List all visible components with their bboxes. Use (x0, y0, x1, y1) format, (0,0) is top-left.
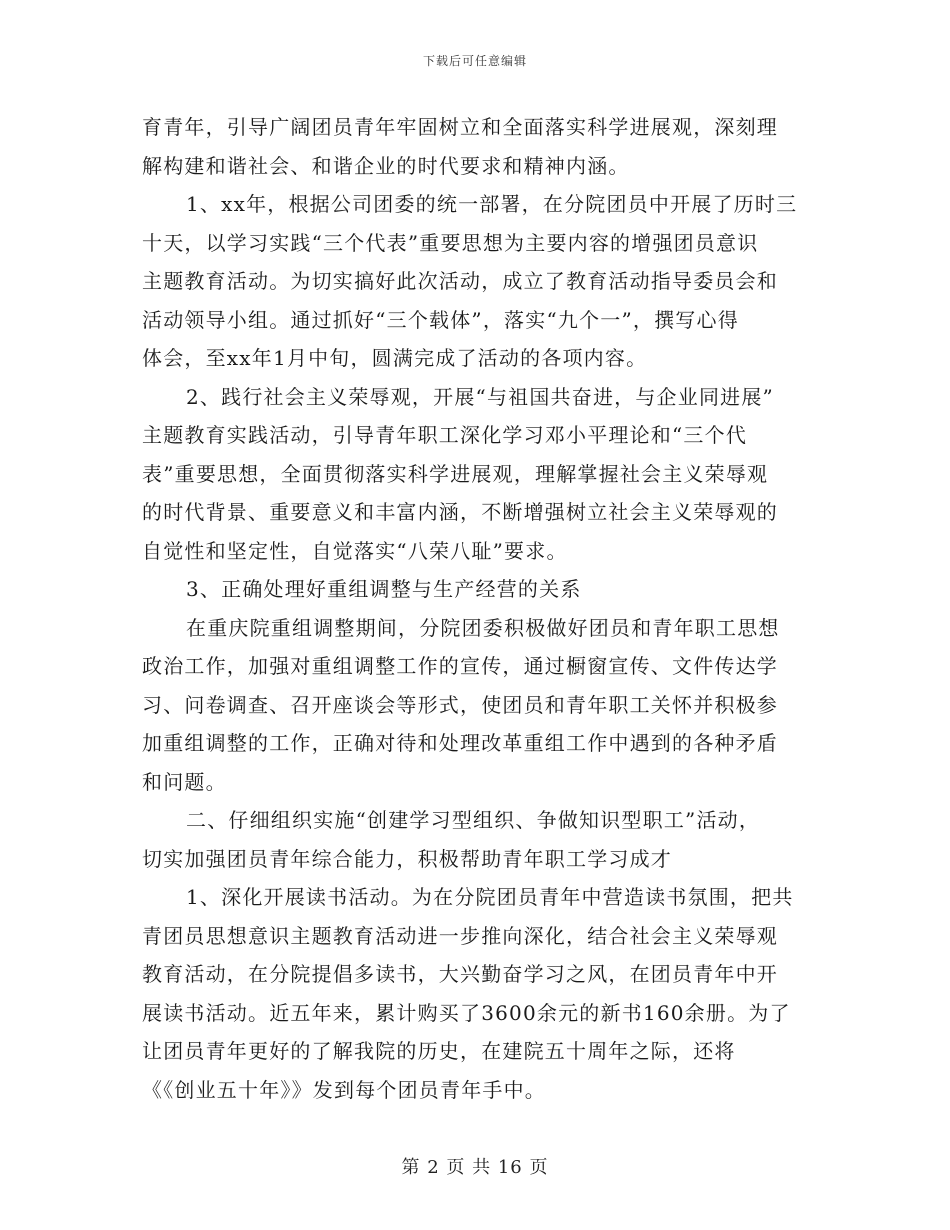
paragraph-line: 表”重要思想，全面贯彻落实科学进展观，理解掌握社会主义荣辱观 (142, 461, 769, 486)
section-heading: 二、仔细组织实施“创建学习型组织、争做知识型职工”活动， (186, 808, 761, 832)
paragraph-line: 活动领导小组。通过抓好“三个载体”，落实“九个一”，撰写心得 (142, 307, 739, 332)
paragraph-line: 十天，以学习实践“三个代表”重要思想为主要内容的增强团员意识 (142, 230, 759, 255)
document-body (142, 108, 812, 1109)
page-header: 下载后可任意编辑 (422, 54, 527, 68)
paragraph-line: 主题教育活动。为切实搞好此次活动，成立了教育活动指导委员会和 (142, 269, 778, 293)
paragraph-line: 2、践行社会主义荣辱观，开展“与祖国共奋进，与企业同进展” (186, 384, 774, 409)
page-number-footer: 第 2 页 共 16 页 (401, 1157, 549, 1178)
section-heading: 切实加强团员青年综合能力，积极帮助青年职工学习成才 (142, 846, 672, 871)
paragraph-line: 的时代背景、重要意义和丰富内涵，不断增强树立社会主义荣辱观的 (142, 500, 778, 524)
paragraph-line: 育青年，引导广阔团员青年牢固树立和全面落实科学进展观，深刻理 (142, 115, 778, 139)
paragraph-line: 习、问卷调查、召开座谈会等形式，使团员和青年职工关怀并积极参 (142, 692, 778, 717)
paragraph-line: 政治工作，加强对重组调整工作的宣传，通过橱窗宣传、文件传达学 (142, 654, 778, 678)
paragraph-line: 展读书活动。近五年来，累计购买了3600余元的新书160余册。为了 (142, 1000, 791, 1025)
paragraph-line: 青团员思想意识主题教育活动进一步推向深化，结合社会主义荣辱观 (142, 923, 778, 948)
paragraph-line: 主题教育实践活动，引导青年职工深化学习邓小平理论和“三个代 (142, 423, 748, 447)
paragraph-line: 体会，至xx年1月中旬，圆满完成了活动的各项内容。 (142, 346, 648, 370)
paragraph-line: 教育活动，在分院提倡多读书，大兴勤奋学习之风，在团员青年中开 (142, 962, 778, 986)
paragraph-line: 自觉性和坚定性，自觉落实“八荣八耻”要求。 (142, 538, 568, 563)
paragraph-line: 《《创业五十年》》发到每个团员青年手中。 (142, 1077, 546, 1102)
paragraph-line: 1、xx年，根据公司团委的统一部署，在分院团员中开展了历时三 (186, 192, 798, 216)
paragraph-line: 1、深化开展读书活动。为在分院团员青年中营造读书氛围，把共 (186, 885, 794, 909)
paragraph-line: 解构建和谐社会、和谐企业的时代要求和精神内涵。 (142, 153, 630, 178)
paragraph-line: 和问题。 (142, 769, 227, 794)
section-heading: 3、正确处理好重组调整与生产经营的关系 (186, 577, 582, 601)
paragraph-line: 让团员青年更好的了解我院的历史，在建院五十周年之际，还将 (142, 1039, 736, 1063)
paragraph-line: 在重庆院重组调整期间，分院团委积极做好团员和青年职工思想 (186, 615, 780, 640)
paragraph-line: 加重组调整的工作，正确对待和处理改革重组工作中遇到的各种矛盾 (142, 731, 778, 755)
